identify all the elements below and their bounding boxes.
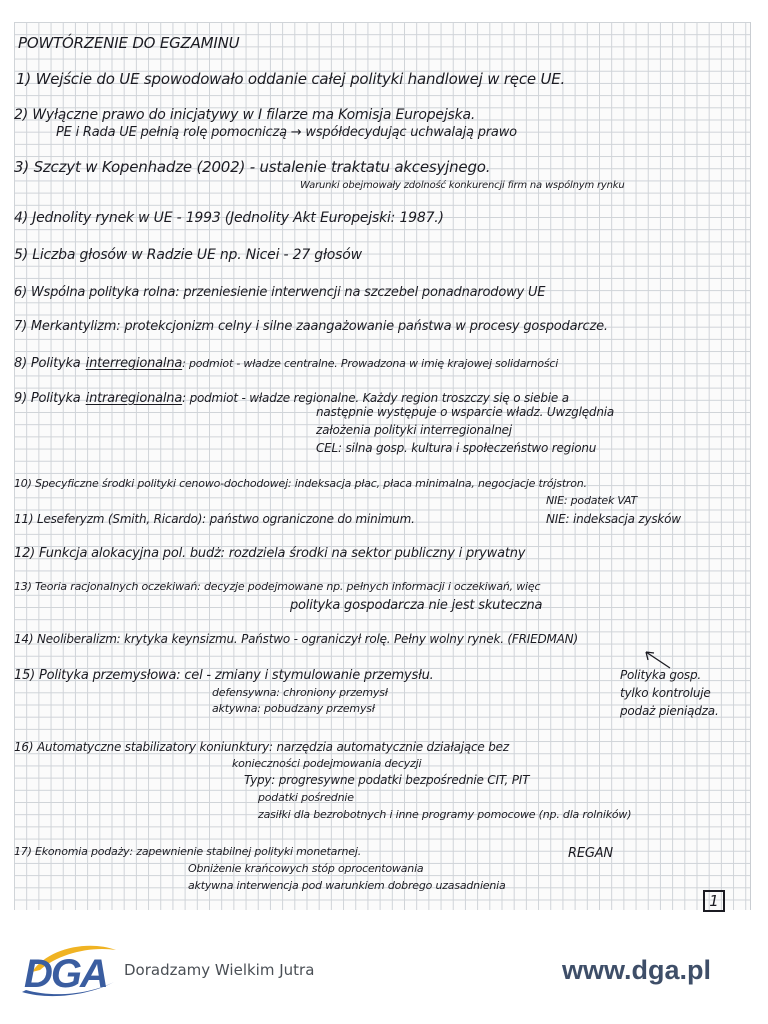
note-item-11-line-1: 11) Leseferyzm (Smith, Ricardo): państwo ograniczone do minimum. <box>14 512 415 526</box>
note-item-2-line-2: PE i Rada UE pełnią rolę pomocniczą → współdecydując uchwalają prawo <box>56 125 517 140</box>
note-item-8-label: 8) Polityka <box>14 356 81 371</box>
note-item-15-side-3: podaż pieniądza. <box>620 704 719 718</box>
note-item-4: 4) Jednolity rynek w UE - 1993 (Jednolity Akt Europejski: 1987.) <box>14 210 444 226</box>
note-item-12: 12) Funkcja alokacyjna pol. budż: rozdziela środki na sektor publiczny i prywatny <box>14 546 526 561</box>
note-item-9-term: intraregionalna <box>85 391 183 406</box>
note-item-9 <box>14 387 569 406</box>
note-item-1: 1) Wejście do UE spowodowało oddanie całej polityki handlowej w ręce UE. <box>16 70 566 88</box>
note-item-13-line-2: polityka gospodarcza nie jest skuteczna <box>290 598 543 613</box>
note-item-5: 5) Liczba głosów w Radzie UE np. Nicei - 27 głosów <box>14 247 362 263</box>
note-item-14: 14) Neoliberalizm: krytyka keynsizmu. Państwo - ograniczył rolę. Pełny wolny rynek. (FRIEDMAN) <box>14 632 578 646</box>
note-item-9-label: 9) Polityka <box>14 391 81 406</box>
note-item-17-line-3: aktywna interwencja pod warunkiem dobrego uzasadnienia <box>188 879 506 892</box>
note-item-16-line-1: 16) Automatyczne stabilizatory koniunktury: narzędzia automatycznie działające bez <box>14 740 509 754</box>
note-item-16-line-5: zasiłki dla bezrobotnych i inne programy pomocowe (np. dla rolników) <box>258 808 632 821</box>
tagline: Doradzamy Wielkim Jutra <box>124 961 315 979</box>
note-item-15-side-1: Polityka gosp. <box>620 668 702 682</box>
note-item-9-text: : podmiot - władze regionalne. Każdy region troszczy się o siebie a <box>182 391 569 405</box>
note-item-8 <box>14 352 558 371</box>
note-item-16-line-4: podatki pośrednie <box>258 791 354 804</box>
note-item-17-line-2: Obniżenie krańcowych stóp oprocentowania <box>188 862 424 875</box>
note-item-17-line-1: 17) Ekonomia podaży: zapewnienie stabilnej polityki monetarnej. <box>14 845 362 858</box>
dga-logo <box>18 936 118 1008</box>
note-item-15-line-1: 15) Polityka przemysłowa: cel - zmiany i stymulowanie przemysłu. <box>14 668 434 683</box>
note-item-8-term: interregionalna <box>85 356 183 371</box>
arrow-icon <box>644 650 674 670</box>
page-title: POWTÓRZENIE DO EGZAMINU <box>18 34 240 52</box>
page-number: 1 <box>703 890 725 912</box>
note-item-15-side-2: tylko kontroluje <box>620 686 711 700</box>
note-item-2-line-1: 2) Wyłączne prawo do inicjatywy w I filarze ma Komisja Europejska. <box>14 107 476 123</box>
note-item-15-line-2: defensywna: chroniony przemysł <box>212 686 388 699</box>
note-item-9-line-4: CEL: silna gosp. kultura i społeczeństwo regionu <box>316 441 597 455</box>
note-item-10-line-2: NIE: podatek VAT <box>546 494 638 507</box>
note-item-7: 7) Merkantylizm: protekcjonizm celny i silne zaangażowanie państwa w procesy gospodarcze. <box>14 319 608 334</box>
note-item-6: 6) Wspólna polityka rolna: przeniesienie interwencji na szczebel ponadnarodowy UE <box>14 285 546 300</box>
logo-text: DGA <box>24 952 107 996</box>
note-item-17-side: REGAN <box>568 846 613 861</box>
note-item-9-line-2: następnie występuje o wsparcie władz. Uwzględnia <box>316 405 615 419</box>
note-item-10-line-1: 10) Specyficzne środki polityki cenowo-dochodowej: indeksacja płac, płaca minimalna, negocjacje trójstron. <box>14 477 587 490</box>
note-item-16-line-3: Typy: progresywne podatki bezpośrednie CIT, PIT <box>244 773 530 787</box>
footer <box>0 925 768 1024</box>
note-item-13-line-1: 13) Teoria racjonalnych oczekiwań: decyzje podejmowane np. pełnych informacji i oczekiwań, więc <box>14 580 541 593</box>
note-item-3-line-1: 3) Szczyt w Kopenhadze (2002) - ustalenie traktatu akcesyjnego. <box>14 158 491 176</box>
note-item-8-text: : podmiot - władze centralne. Prowadzona w imię krajowej solidarności <box>182 357 559 370</box>
note-item-11-line-2: NIE: indeksacja zysków <box>546 512 681 526</box>
note-item-9-line-3: założenia polityki interregionalnej <box>316 423 512 437</box>
website-link[interactable]: www.dga.pl <box>562 955 712 985</box>
note-item-16-line-2: konieczności podejmowania decyzji <box>232 757 422 770</box>
note-item-3-line-2: Warunki obejmowały zdolność konkurencji firm na wspólnym rynku <box>300 180 625 191</box>
note-item-15-line-3: aktywna: pobudzany przemysł <box>212 702 375 715</box>
